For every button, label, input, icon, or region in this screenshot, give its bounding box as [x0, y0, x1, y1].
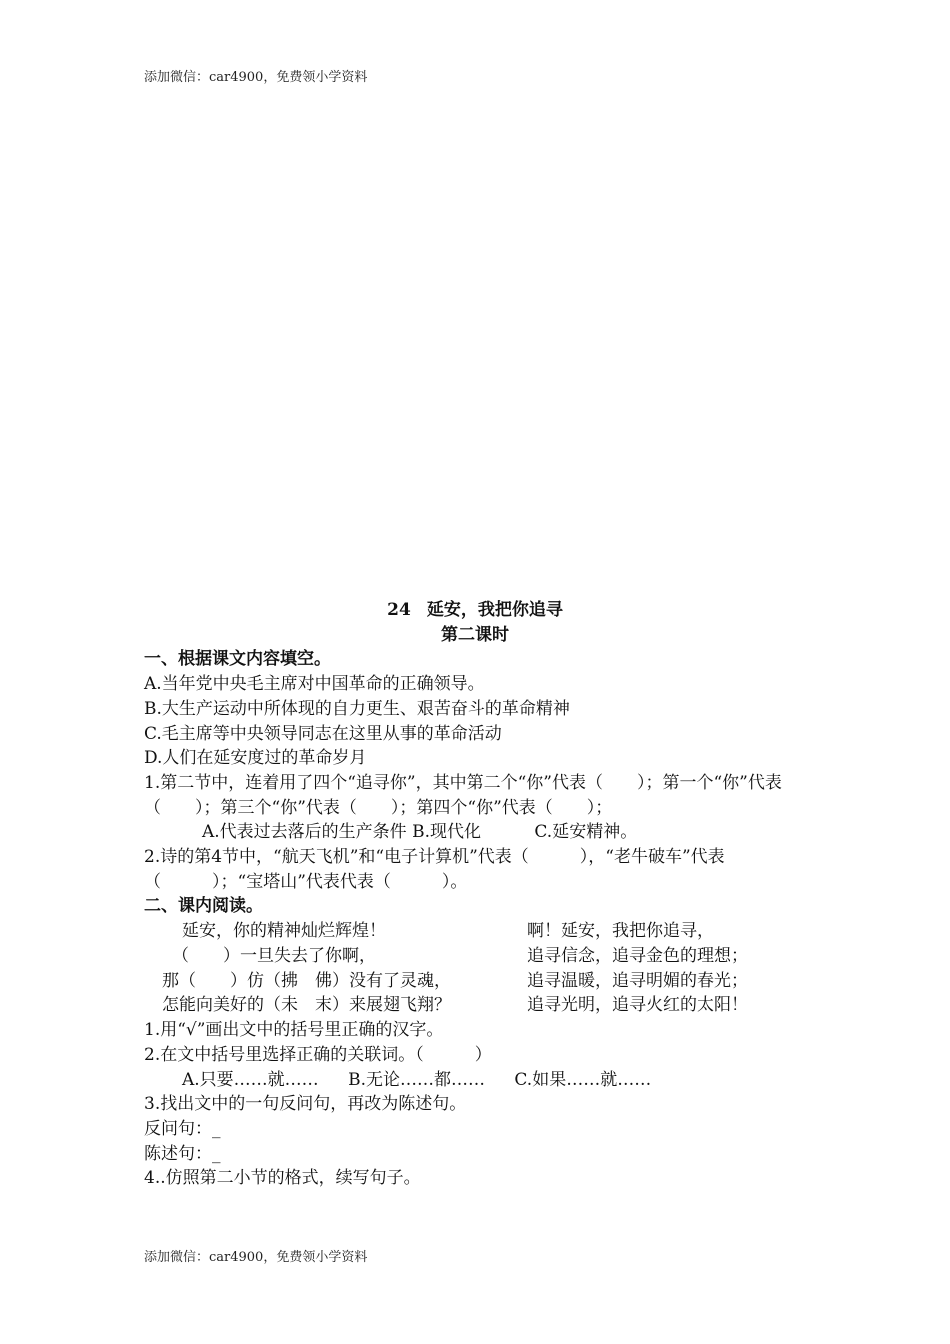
option-b: B.大生产运动中所体现的自力更生、艰苦奋斗的革命精神	[144, 698, 570, 719]
poem-line: 怎能向美好的（未 末）来展翅飞翔？	[162, 995, 451, 1016]
q1-option-c: C.延安精神。	[534, 822, 638, 843]
question-1: 1.第二节中，连着用了四个“追寻你”，其中第二个“你”代表（ ）；第一个“你”代表（ ）；第三个“你”代表（ ）；第四个“你”代表（ ）；	[144, 772, 782, 818]
rhetorical-answer-line[interactable]: 反问句：_	[144, 1118, 221, 1139]
lesson-number: 24	[387, 600, 411, 620]
lesson-title-text: 延安，我把你追寻	[426, 600, 563, 620]
option-a: A.当年党中央毛主席对中国革命的正确领导。	[144, 674, 485, 695]
page-footer-text: 添加微信：car4900，免费领小学资料	[144, 1250, 368, 1265]
poem	[144, 919, 806, 1018]
reading-question-2-options	[144, 1068, 806, 1093]
q1-option-a: A.代表过去落后的生产条件	[202, 822, 407, 843]
poem-line: 追寻温暖，追寻明媚的春光；	[527, 970, 748, 991]
q2-option-a: A.只要……就……	[182, 1069, 319, 1090]
statement-answer-line[interactable]: 陈述句：_	[144, 1143, 221, 1164]
lesson-subtitle: 第二课时	[441, 624, 509, 645]
reading-question-2: 2.在文中括号里选择正确的关联词。（ ）	[144, 1044, 492, 1065]
poem-line: 追寻光明，追寻火红的太阳！	[527, 995, 748, 1016]
reading-question-1: 1.用“√”画出文中的括号里正确的汉字。	[144, 1020, 444, 1041]
q2-option-b: B.无论……都……	[348, 1069, 485, 1090]
page-header-text: 添加微信：car4900，免费领小学资料	[144, 70, 368, 85]
question-1-options	[144, 820, 806, 845]
worksheet-content	[144, 598, 806, 1191]
q2-option-c: C.如果……就……	[514, 1069, 652, 1090]
poem-line: 延安，你的精神灿烂辉煌！	[182, 921, 386, 942]
poem-line: （ ）一旦失去了你啊，	[172, 945, 376, 966]
q1-option-b: B.现代化	[412, 822, 481, 843]
poem-line: 那（ ）仿（拂 佛）没有了灵魂，	[162, 970, 451, 991]
poem-left-stanza	[144, 919, 524, 1018]
option-c: C.毛主席等中央领导同志在这里从事的革命活动	[144, 723, 502, 744]
question-2: 2.诗的第4节中，“航天飞机”和“电子计算机”代表（ ），“老牛破车”代表（ ）；“宝塔山”代表代表（ ）。	[144, 847, 725, 892]
lesson-title	[144, 598, 806, 623]
poem-right-stanza	[527, 919, 817, 1018]
reading-question-3: 3.找出文中的一句反问句，再改为陈述句。	[144, 1094, 467, 1115]
reading-question-4: 4..仿照第二小节的格式，续写句子。	[144, 1168, 421, 1189]
option-d: D.人们在延安度过的革命岁月	[144, 748, 367, 769]
poem-line: 追寻信念，追寻金色的理想；	[527, 945, 748, 966]
section2-heading: 二、课内阅读。	[144, 896, 263, 917]
poem-line: 啊！延安，我把你追寻，	[527, 921, 714, 942]
section1-heading: 一、根据课文内容填空。	[144, 649, 331, 670]
